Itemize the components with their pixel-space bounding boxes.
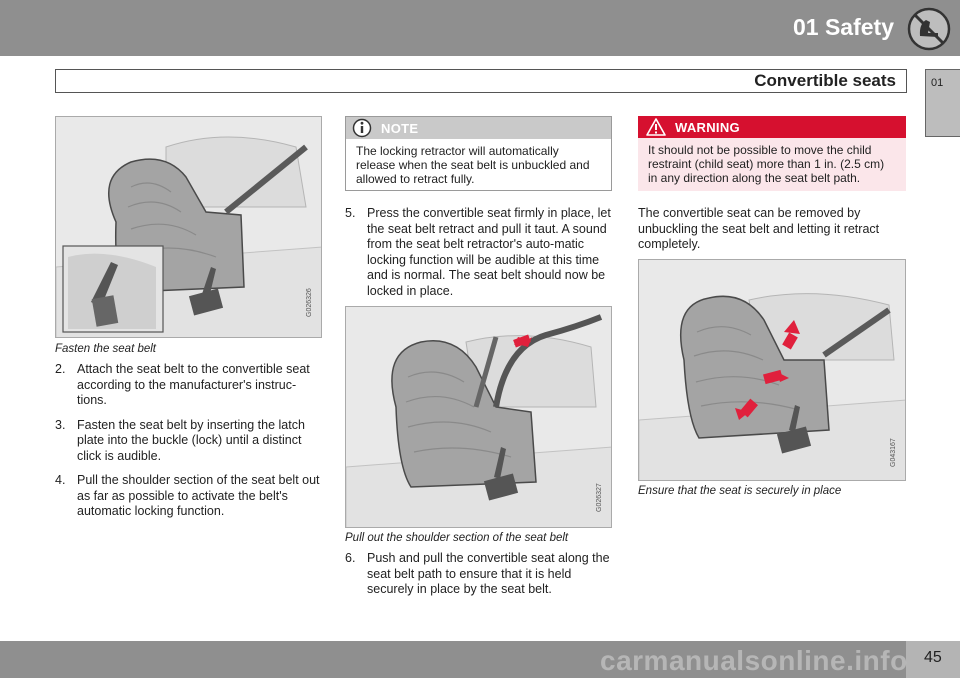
- list-item: 3. Fasten the seat belt by inserting the latch plate into the buckle (lock) until a distinct click is audible.: [55, 417, 305, 463]
- chapter-tab-label: 01: [931, 77, 944, 89]
- list-item: 2. Attach the seat belt to the convertible seat according to the manufacturer's instruc-tions.: [55, 362, 310, 407]
- warning-text: It should not be possible to move the child restraint (child seat) more than 1 in. (2.5 cm) in any direction along the seat belt path.: [648, 143, 885, 185]
- warning-header: [638, 116, 906, 138]
- figure-code: G043167: [890, 438, 897, 467]
- figure-caption: Pull out the shoulder section of the seat belt: [345, 532, 569, 544]
- section-bar: [55, 69, 907, 93]
- watermark: carmanualsonline.info: [600, 645, 908, 676]
- figure-pull-shoulder-belt: [345, 306, 612, 528]
- removal-paragraph: The convertible seat can be removed by unbuckling the seat belt and letting it retract completely.: [638, 206, 880, 251]
- figure-illustration: [639, 260, 906, 481]
- figure-fasten-seat-belt: [55, 116, 322, 338]
- note-header: [346, 117, 611, 139]
- figure-caption: Fasten the seat belt: [55, 343, 157, 355]
- steps-list: [345, 206, 615, 308]
- warning-box: [638, 116, 906, 191]
- info-icon: [352, 118, 372, 138]
- list-item: 5. Press the convertible seat firmly in place, let the seat belt retract and pull it taut. A sound from the seat belt retractor's auto-matic locking function will be audible at this time and is normal. The seat belt should now be locked in place.: [345, 206, 611, 298]
- page-number: 45: [924, 649, 942, 666]
- chapter-title: 01 Safety: [792, 14, 894, 40]
- steps-list: [55, 362, 325, 529]
- note-text: The locking retractor will automatically release when the seat belt is unbuckled and allowed to retract fully.: [356, 144, 590, 186]
- child-seat-prohibited-icon: [906, 6, 952, 52]
- figure-illustration: [346, 307, 612, 528]
- warning-triangle-icon: [646, 118, 666, 136]
- figure-illustration: [56, 117, 322, 338]
- warning-heading: WARNING: [675, 120, 740, 135]
- list-item: 4. Pull the shoulder section of the seat belt out as far as possible to activate the belt's automatic locking function.: [55, 473, 320, 518]
- list-item: 6. Push and pull the convertible seat along the seat belt path to ensure that it is held securely in place by the seat belt.: [345, 551, 610, 596]
- note-heading: NOTE: [381, 121, 419, 136]
- steps-list: [345, 551, 615, 607]
- figure-ensure-secure: [638, 259, 906, 481]
- figure-code: G026326: [306, 288, 313, 317]
- figure-code: G026327: [596, 483, 603, 512]
- chapter-tab[interactable]: [925, 69, 960, 137]
- figure-caption: Ensure that the seat is securely in place: [638, 485, 842, 497]
- section-title: Convertible seats: [754, 71, 896, 90]
- note-box: [345, 116, 612, 191]
